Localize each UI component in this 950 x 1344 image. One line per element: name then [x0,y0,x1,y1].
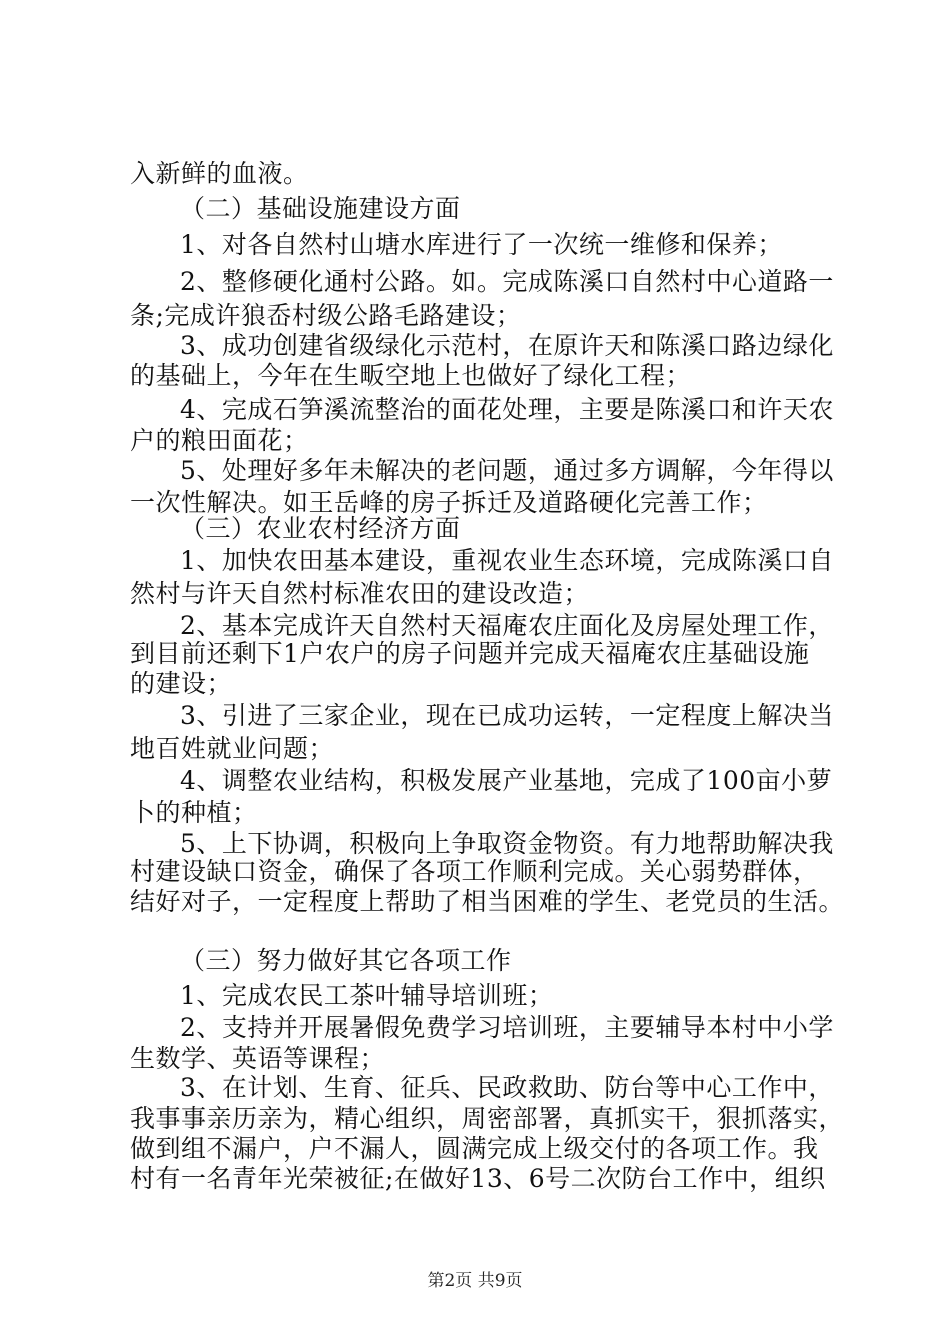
text-line: 户的粮田面花； [130,426,309,455]
text-line: 村建设缺口资金，确保了各项工作顺利完成。关心弱势群体， [130,857,819,886]
text-line: 1、完成农民工茶叶辅导培训班； [180,981,554,1010]
text-line: 5、上下协调，积极向上争取资金物资。有力地帮助解决我 [180,829,834,858]
text-line: 3、在计划、生育、征兵、民政救助、防台等中心工作中， [180,1073,834,1102]
text-line: 的建设； [130,669,233,698]
text-line: 条;完成许狼岙村级公路毛路建设； [130,301,522,330]
section-heading: （三）努力做好其它各项工作 [180,946,512,975]
text-line: 2、整修硬化通村公路。如。完成陈溪口自然村中心道路一 [180,267,834,296]
text-line: 的基础上，今年在生畈空地上也做好了绿化工程； [130,361,692,390]
text-line: 做到组不漏户，户不漏人，圆满完成上级交付的各项工作。我 [130,1134,819,1163]
text-line: 入新鲜的血液。 [130,159,309,188]
text-line: 4、完成石笋溪流整治的面花处理，主要是陈溪口和许天农 [180,395,834,424]
text-line: 然村与许天自然村标准农田的建设改造； [130,579,590,608]
text-line: 地百姓就业问题； [130,734,335,763]
text-line: 卜的种植； [130,798,258,827]
section-heading: （三）农业农村经济方面 [180,514,461,543]
text-line: 4、调整农业结构，积极发展产业基地，完成了100亩小萝 [180,766,833,795]
text-line: 到目前还剩下1户农户的房子问题并完成天福庵农庄基础设施 [130,639,810,668]
text-line: 一次性解决。如王岳峰的房子拆迁及道路硬化完善工作； [130,488,768,517]
text-line: 生数学、英语等课程； [130,1044,386,1073]
page-footer: 第2页 共9页 [427,1271,523,1291]
text-line: 3、引进了三家企业，现在已成功运转，一定程度上解决当 [180,701,834,730]
text-line: 1、加快农田基本建设，重视农业生态环境，完成陈溪口自 [180,546,834,575]
section-heading: （二）基础设施建设方面 [180,194,461,223]
text-line: 2、支持并开展暑假免费学习培训班，主要辅导本村中小学 [180,1013,834,1042]
text-line: 1、对各自然村山塘水库进行了一次统一维修和保养； [180,230,783,259]
text-line: 2、基本完成许天自然村天福庵农庄面化及房屋处理工作， [180,611,834,640]
text-line: 我事事亲历亲为，精心组织，周密部署，真抓实干，狠抓落实， [130,1104,845,1133]
text-line: 村有一名青年光荣被征;在做好13、6号二次防台工作中，组织 [130,1164,826,1193]
text-line: 结好对子，一定程度上帮助了相当困难的学生、老党员的生活。 [130,887,845,916]
text-line: 3、成功创建省级绿化示范村，在原许天和陈溪口路边绿化 [180,331,834,360]
text-line: 5、处理好多年未解决的老问题，通过多方调解，今年得以 [180,456,834,485]
